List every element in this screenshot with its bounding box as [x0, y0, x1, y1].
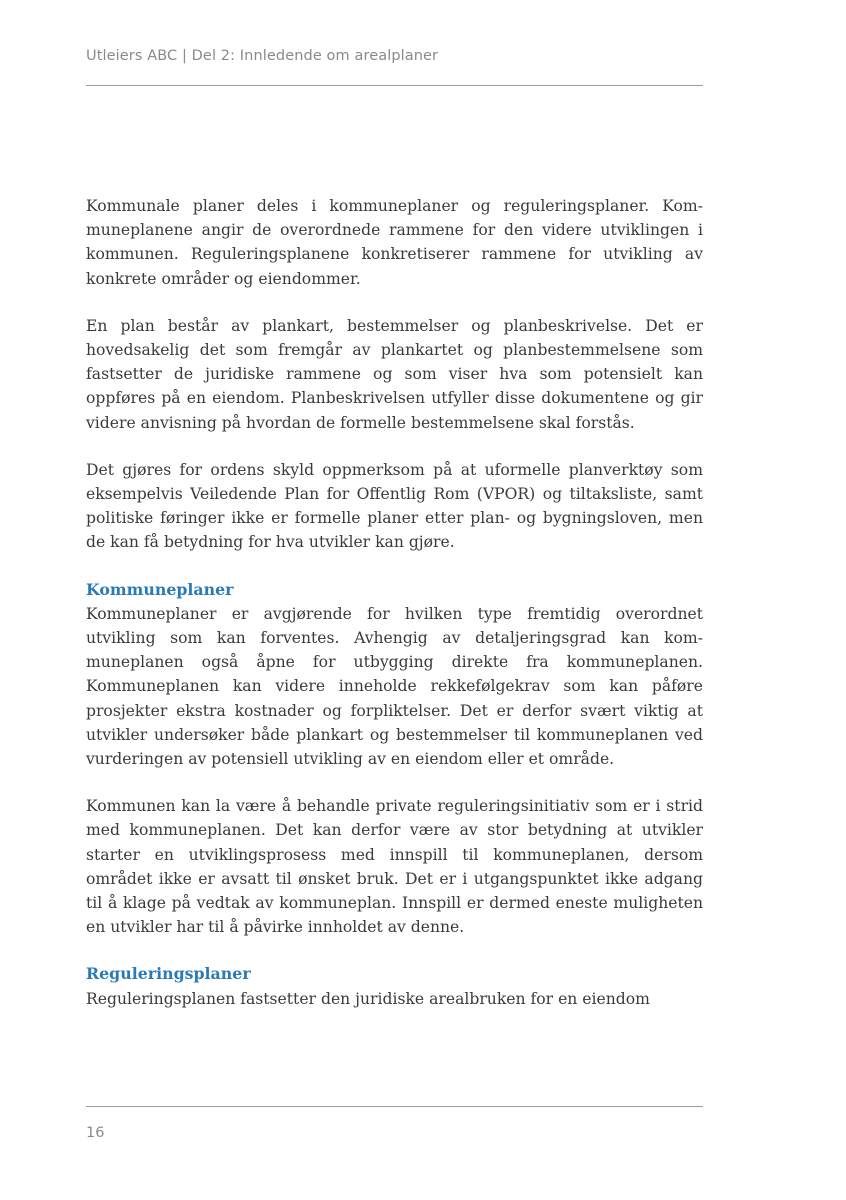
section-heading-kommuneplaner: Kommuneplaner	[86, 579, 234, 599]
header-divider	[86, 85, 703, 86]
paragraph: Reguleringsplanen fastsetter den juridiske arealbruken for en eiendom	[86, 989, 650, 1008]
section-heading-reguleringsplaner: Reguleringsplaner	[86, 964, 251, 984]
running-header: Utleiers ABC | Del 2: Innledende om arealplaner	[86, 48, 439, 64]
paragraph: Kommuneplaner er avgjørende for hvilken type fremtidig overordnet utvikling som kan forventes. Avhengig av detaljeringsgrad kan kommuneplanen også åpne for utbygging direkte fra kommuneplanen. Kommuneplanen kan videre inneholde rekkefølgekrav som kan påføre prosjekter ekstra kostnader og forpliktelser. Det er derfor svært viktig at utvikler undersøker både plankart og bestemmelser til kommuneplanen ved vurderingen av potensiell utvikling av en eiendom eller et område.	[86, 604, 703, 769]
body-text	[86, 194, 703, 1034]
page-number: 16	[86, 1125, 105, 1141]
paragraph: Kommunen kan la være å behandle private reguleringsinitiativ som er i strid med kommuneplanen. Det kan derfor være av stor betydning at utvikler starter en utviklingsprosess med innspill til kommuneplanen, dersom området ikke er avsatt til ønsket bruk. Det er i utgangspunktet ikke adgang til å klage på vedtak av kommuneplan. Innspill er dermed eneste muligheten en utvikler har til å påvirke innholdet av denne.	[86, 797, 703, 937]
paragraph: Kommunale planer deles i kommuneplaner og reguleringsplaner. Kommuneplanene angir de overordnede rammene for den videre utviklingen i kommunen. Reguleringsplanene konkretiserer rammene for utvikling av konkrete områder og eiendommer.	[86, 197, 703, 288]
paragraph: En plan består av plankart, bestemmelser og planbeskrivelse. Det er hovedsakelig det som fremgår av plankartet og planbestemmelsene som fastsetter de juridiske rammene og som viser hva som potensielt kan oppføres på en eiendom. Planbeskrivelsen utfyller disse dokumentene og gir videre anvisning på hvordan de formelle bestemmelsene skal forstås.	[86, 316, 703, 432]
paragraph: Det gjøres for ordens skyld oppmerksom på at uformelle planverktøy som eksempelvis Veiledende Plan for Offentlig Rom (VPOR) og tiltaksliste, samt politiske føringer ikke er formelle planer etter plan- og bygningsloven, men de kan få betydning for hva utvikler kan gjøre.	[86, 460, 703, 552]
footer-divider	[86, 1106, 703, 1107]
